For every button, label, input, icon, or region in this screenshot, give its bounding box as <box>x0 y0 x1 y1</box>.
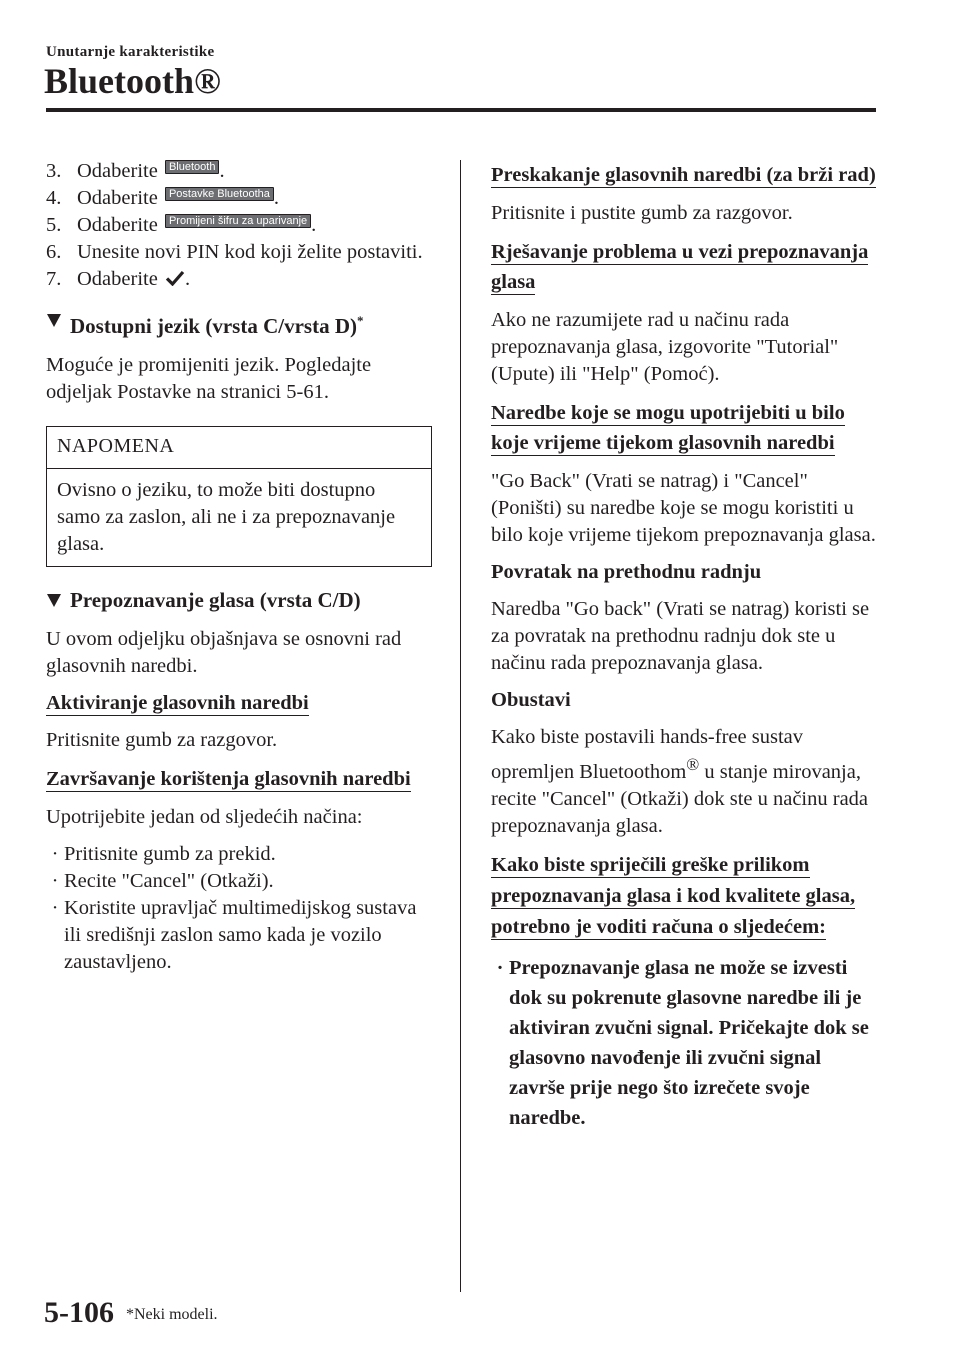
voice-text: U ovom odjeljku objašnjava se osnovni rad glasovnih naredbi. <box>46 628 402 677</box>
list-item: · Prepoznavanje glasa ne može se izvesti dok su pokrenute glasovne naredbe ili je aktiviran zvučni signal. Pričekajte dok se glasovno navođenje ili zvučni signal završe prije nego što izrečete svoje naredbe. <box>496 956 869 1129</box>
stop-text: Kako biste postavili hands-free sustav opremljen Bluetoothom® u stanje mirovanja, recite "Cancel" (Otkaži) dok ste u načinu rada prepoznavanja glasa. <box>491 726 869 837</box>
bluetooth-button: Bluetooth <box>165 160 219 174</box>
section-title-voice: Prepoznavanje glasa (vrsta C/D) <box>46 587 432 614</box>
note-box <box>46 426 432 567</box>
finish-text: Upotrijebite jedan od sljedećih načina: <box>46 806 363 828</box>
back-text: Naredba "Go back" (Vrati se natrag) koristi se za povratak na prethodnu radnju dok ste u načinu rada prepoznavanja glasa. <box>491 598 870 674</box>
step-5: 5. Odaberite Promijeni šifru za uparivanje . <box>46 214 317 236</box>
prevent-bullets <box>491 953 881 1133</box>
step-4: 4. Odaberite Postavke Bluetootha . <box>46 187 279 209</box>
section-label: Unutarnje karakteristike <box>46 44 215 60</box>
note-heading: NAPOMENA <box>47 427 431 469</box>
list-item: · Recite "Cancel" (Otkaži). <box>51 870 274 892</box>
steps-list <box>46 158 432 293</box>
anytime-heading: Naredbe koje se mogu upotrijebiti u bilo koje vrijeme tijekom glasovnih naredbi <box>491 402 845 454</box>
footnote: *Neki modeli. <box>126 1306 218 1323</box>
finish-heading: Završavanje korištenja glasovnih naredbi <box>46 768 411 790</box>
finish-bullets <box>46 841 432 976</box>
note-body: Ovisno o jeziku, to može biti dostupno samo za zaslon, ali ne i za prepoznavanje glasa. <box>57 479 396 555</box>
page-number: 5-106 <box>44 1296 114 1329</box>
right-column <box>491 158 881 1133</box>
triangle-down-icon <box>46 592 62 608</box>
bluetooth-settings-button: Postavke Bluetootha <box>165 187 274 201</box>
skip-heading: Preskakanje glasovnih naredbi (za brži rad) <box>491 164 876 186</box>
back-heading: Povratak na prethodnu radnju <box>491 561 762 583</box>
page-title: Bluetooth® <box>44 61 221 101</box>
section-title-language: Dostupni jezik (vrsta C/vrsta D)* <box>46 307 432 340</box>
step-3: 3. Odaberite Bluetooth . <box>46 160 225 182</box>
step-7: 7. Odaberite . <box>46 268 191 290</box>
triangle-down-icon <box>46 312 62 328</box>
language-text: Moguće je promijeniti jezik. Pogledajte odjeljak Postavke na stranici 5-61. <box>46 354 372 403</box>
activate-text: Pritisnite gumb za razgovor. <box>46 729 278 751</box>
prevent-heading: Kako biste spriječili greške prilikom prepoznavanja glasa i kod kvalitete glasa, potrebno je voditi računa o sljedećem: <box>491 853 856 938</box>
activate-heading: Aktiviranje glasovnih naredbi <box>46 692 309 714</box>
stop-heading: Obustavi <box>491 689 571 711</box>
skip-text: Pritisnite i pustite gumb za razgovor. <box>491 202 793 224</box>
column-divider <box>460 160 461 1292</box>
header-rule <box>46 108 876 112</box>
trouble-text: Ako ne razumijete rad u načinu rada prepoznavanja glasa, izgovorite "Tutorial" (Upute) ili "Help" (Pomoć). <box>491 309 839 385</box>
anytime-text: "Go Back" (Vrati se natrag) i "Cancel" (Poništi) su naredbe koje se mogu koristiti u bilo koje vrijeme tijekom prepoznavanja glasa. <box>491 470 876 546</box>
list-item: · Koristite upravljač multimedijskog sustava ili središnji zaslon samo kada je vozilo zaustavljeno. <box>51 897 417 973</box>
change-pin-button: Promijeni šifru za uparivanje <box>165 214 311 228</box>
trouble-heading: Rješavanje problema u vezi prepoznavanja glasa <box>491 241 869 293</box>
step-6: 6. Unesite novi PIN kod koji želite postaviti. <box>46 241 423 263</box>
check-icon <box>165 270 185 286</box>
left-column <box>46 158 432 976</box>
list-item: · Pritisnite gumb za prekid. <box>51 843 276 865</box>
